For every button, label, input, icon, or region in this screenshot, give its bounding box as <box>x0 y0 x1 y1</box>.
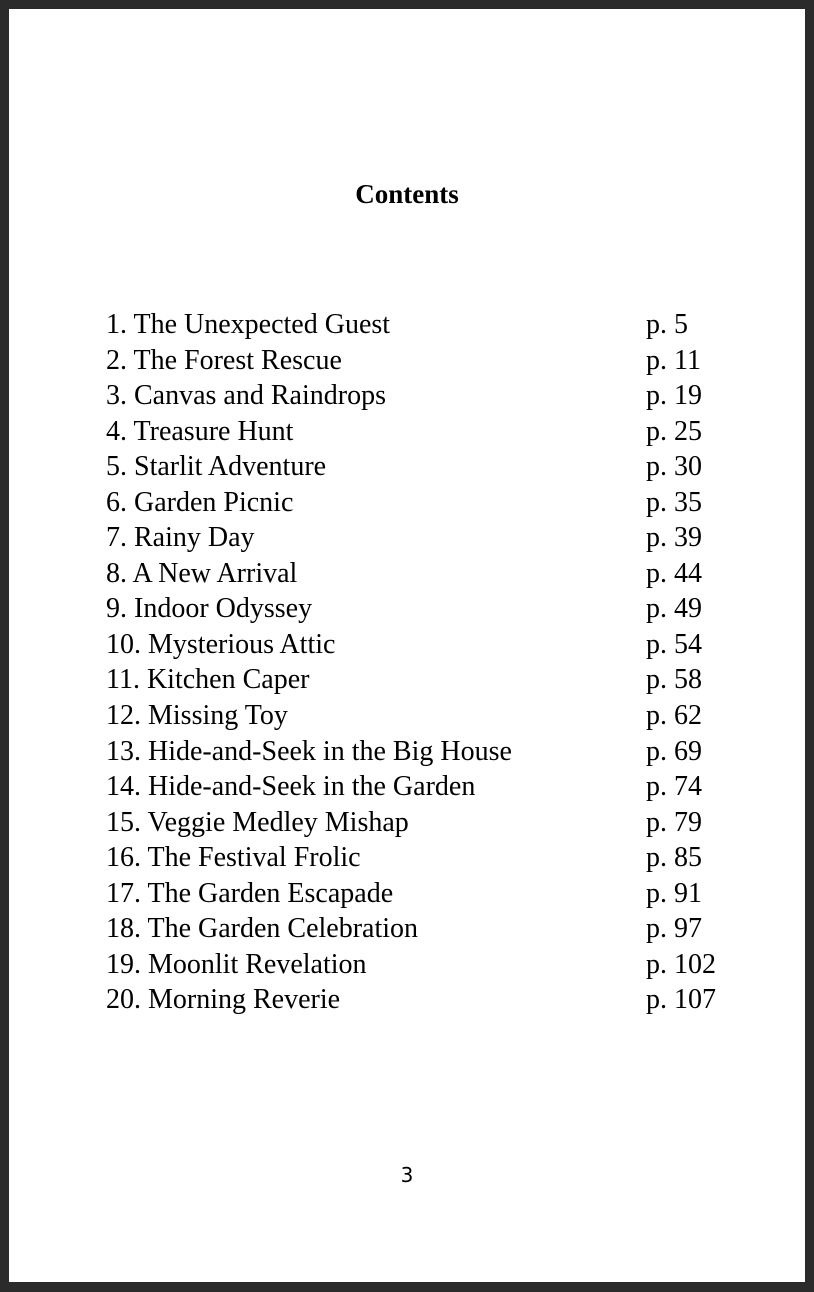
toc-entry-page: p. 54 <box>646 628 702 660</box>
toc-entry-page: p. 107 <box>646 984 716 1016</box>
toc-row[interactable] <box>106 485 746 521</box>
toc-row[interactable] <box>106 520 746 556</box>
toc-row[interactable] <box>106 662 746 698</box>
toc-entry-page: p. 39 <box>646 522 702 554</box>
toc-entry-page: p. 85 <box>646 842 702 874</box>
toc-entry-title: 3. Canvas and Raindrops <box>106 380 386 412</box>
toc-entry-page: p. 74 <box>646 771 702 803</box>
toc-entry-title: 20. Morning Reverie <box>106 984 341 1016</box>
toc-row[interactable] <box>106 840 746 876</box>
toc-row[interactable] <box>106 876 746 912</box>
toc-row[interactable] <box>106 698 746 734</box>
toc-row[interactable] <box>106 556 746 592</box>
page-number: 3 <box>400 1163 414 1187</box>
toc-entry-page: p. 19 <box>646 380 702 412</box>
toc-entry-page: p. 62 <box>646 700 702 732</box>
toc-entry-title: 14. Hide-and-Seek in the Garden <box>106 771 476 803</box>
toc-row[interactable] <box>106 414 746 450</box>
table-of-contents <box>106 307 746 1018</box>
toc-entry-title: 2. The Forest Rescue <box>106 344 342 376</box>
toc-entry-title: 6. Garden Picnic <box>106 486 294 518</box>
toc-entry-title: 17. The Garden Escapade <box>106 877 394 909</box>
toc-entry-page: p. 102 <box>646 948 716 980</box>
toc-row[interactable] <box>106 378 746 414</box>
toc-entry-page: p. 97 <box>646 913 702 945</box>
toc-row[interactable] <box>106 591 746 627</box>
page-title: Contents <box>355 179 459 209</box>
toc-entry-title: 19. Moonlit Revelation <box>106 948 367 980</box>
toc-row[interactable] <box>106 769 746 805</box>
toc-entry-page: p. 11 <box>646 344 701 376</box>
toc-row[interactable] <box>106 627 746 663</box>
toc-entry-page: p. 30 <box>646 451 702 483</box>
toc-entry-title: 7. Rainy Day <box>106 522 255 554</box>
toc-entry-title: 15. Veggie Medley Mishap <box>106 806 409 838</box>
toc-entry-page: p. 44 <box>646 557 702 589</box>
toc-entry-title: 12. Missing Toy <box>106 700 288 732</box>
toc-entry-title: 9. Indoor Odyssey <box>106 593 313 625</box>
toc-entry-page: p. 79 <box>646 806 702 838</box>
toc-row[interactable] <box>106 805 746 841</box>
toc-row[interactable] <box>106 343 746 379</box>
toc-row[interactable] <box>106 307 746 343</box>
toc-row[interactable] <box>106 911 746 947</box>
toc-entry-title: 5. Starlit Adventure <box>106 451 327 483</box>
toc-entry-title: 8. A New Arrival <box>106 557 298 589</box>
toc-entry-title: 16. The Festival Frolic <box>106 842 361 874</box>
document-page <box>9 9 805 1282</box>
toc-entry-page: p. 25 <box>646 415 702 447</box>
toc-entry-page: p. 35 <box>646 486 702 518</box>
toc-entry-title: 4. Treasure Hunt <box>106 415 294 447</box>
toc-entry-page: p. 91 <box>646 877 702 909</box>
toc-entry-page: p. 49 <box>646 593 702 625</box>
toc-entry-title: 18. The Garden Celebration <box>106 913 419 945</box>
toc-row[interactable] <box>106 982 746 1018</box>
toc-entry-title: 10. Mysterious Attic <box>106 628 336 660</box>
toc-entry-page: p. 58 <box>646 664 702 696</box>
toc-row[interactable] <box>106 449 746 485</box>
toc-entry-page: p. 5 <box>646 309 688 340</box>
toc-entry-title: 13. Hide-and-Seek in the Big House <box>106 735 512 767</box>
toc-entry-title: 11. Kitchen Caper <box>106 664 310 696</box>
toc-row[interactable] <box>106 947 746 983</box>
toc-row[interactable] <box>106 734 746 770</box>
toc-entry-page: p. 69 <box>646 735 702 767</box>
toc-entry-title: 1. The Unexpected Guest <box>106 309 391 340</box>
